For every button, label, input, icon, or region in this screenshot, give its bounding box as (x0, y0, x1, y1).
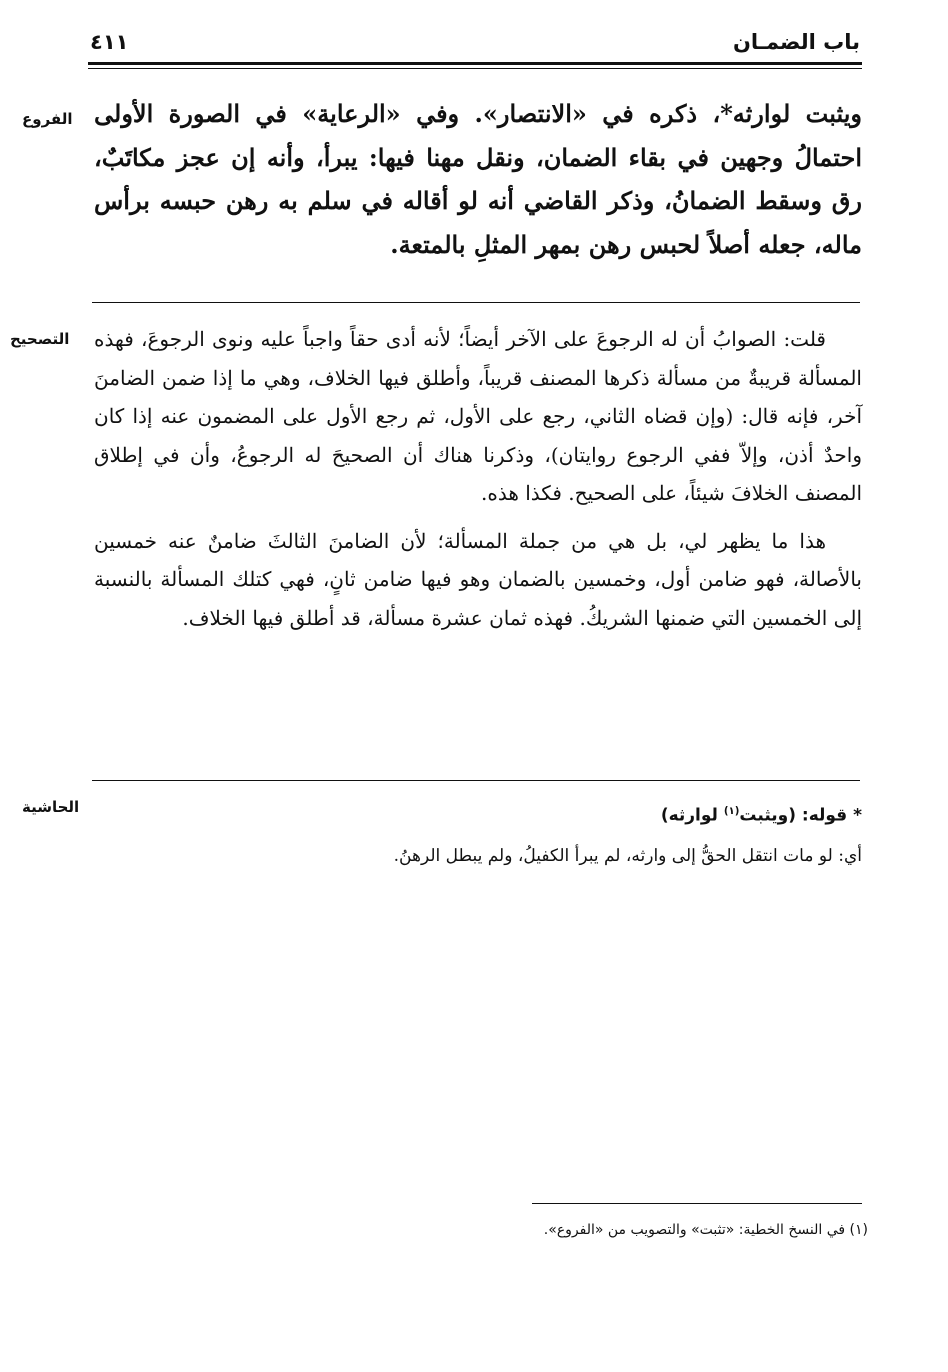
footnote-text: (١) في النسخ الخطية: «تثبت» والتصويب من «الفروع». (543, 1222, 868, 1238)
hashia-section (94, 797, 862, 875)
tashih-paragraph-1: قلت: الصوابُ أن له الرجوعَ على الآخر أيضاً؛ لأنه أدى حقاً واجباً عليه ونوى الرجوعَ، فهذه المسألة قريبةٌ من مسألة ذكرها المصنف قريباً، وأطلق فيها الخلاف، وهي ما إذا ضمن الضامنَ آخر، فإنه قال: (وإن قضاه الثاني، رجع على الأول، ثم رجع الأول على المضمون عنه إذا كان واحدٌ أذن، وإلاّ ففي الرجوع روايتان)، وذكرنا هناك أن الصحيحَ له الرجوعُ، وأن في إطلاق المصنف الخلافَ شيئاً، على الصحيح. فكذا هذه. (94, 327, 862, 505)
margin-label-furu: الفروع (22, 110, 73, 128)
section-divider-1 (92, 302, 860, 303)
hashia-quote (94, 797, 862, 831)
tashih-paragraph-2: هذا ما يظهر لي، بل هي من جملة المسألة؛ لأن الضامنَ الثالثَ ضامنٌ عنه خمسين بالأصالة، فهو ضامن أول، وخمسين بالضمان وهو فيها ضامن ثانٍ، فهي كتلك المسألة بالنسبة إلى الخمسين التي ضمنها الشريكُ. فهذه ثمان عشرة مسألة، قد أطلق فيها الخلاف. (94, 528, 862, 630)
section-divider-2 (92, 780, 860, 781)
margin-label-tashih: التصحيح (10, 330, 70, 348)
chapter-title: باب الضمـان (732, 30, 860, 54)
header-rule-thick (88, 62, 862, 65)
footnote-rule (532, 1203, 862, 1204)
footnote-marker: (١) (723, 806, 740, 817)
furu-paragraph: ويثبت لوارثه*، ذكره في «الانتصار». وفي «الرعاية» في الصورة الأولى احتمالُ وجهين في بقاء الضمان، ونقل مهنا فيها: يبرأ، وأنه إن عجز مكاتَبٌ، رق وسقط الضمانُ، وذكر القاضي أنه لو أقاله في سلم به رهن حبسه برأس ماله، جعله أصلاً لحبس رهن بمهر المثلِ بالمتعة. (94, 99, 862, 259)
furu-section (94, 92, 862, 266)
header-rule-thin (88, 68, 862, 69)
hashia-quote-suffix: لوارثه) (660, 805, 724, 826)
hashia-quote-prefix: * قوله: (ويثبت (739, 805, 862, 826)
page-number: ٤١١ (90, 30, 129, 54)
tashih-section (94, 320, 862, 637)
hashia-explanation: أي: لو مات انتقل الحقُّ إلى وارثه، لم يبرأ الكفيلُ، ولم يبطل الرهنُ. (393, 845, 862, 866)
margin-label-hashia: الحاشية (22, 798, 80, 816)
